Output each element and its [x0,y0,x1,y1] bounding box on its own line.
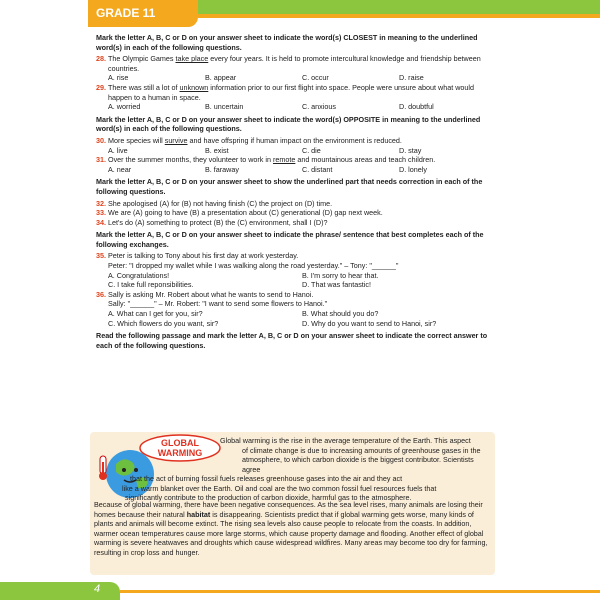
question-text: every four years. It is held to promote intercultural knowledge and friendship between countries. [108,54,481,73]
option-d: D. doubtful [399,102,434,112]
question-text: The Olympic Games [108,54,176,64]
option-c: C. occur [302,73,329,83]
header-accent-bar [198,14,600,18]
option-a: A. worried [108,102,141,112]
grade-label: GRADE 11 [88,0,198,27]
option-c: C. distant [302,164,333,174]
question-32 [96,199,496,209]
question-number: 28. [96,54,106,64]
question-31 [96,155,496,165]
options [108,271,496,290]
section-instruction: Mark the letter A, B, C or D on your answer sheet to show the underlined part that needs correction in each of the following questions. [96,177,483,196]
option-b: B. faraway [205,164,239,174]
header-bar [198,0,600,14]
options [108,165,496,175]
questions-content [96,30,496,352]
option-b: B. appear [205,73,237,83]
question-30 [96,136,496,146]
options [108,309,496,328]
option-d: D. Why do you want to send to Hanoi, sir? [302,318,437,328]
underlined-word: unknown [179,82,209,92]
question-number: 35. [96,251,106,261]
footer-line [120,590,600,593]
options [108,146,496,156]
question-text: information prior to our first flight into space. People were unsure about what would happen to a human in space. [108,82,474,102]
question-33 [96,208,496,218]
option-a: A. What can I get for you, sir? [108,309,203,319]
question-number: 33. [96,208,106,218]
option-b: B. uncertain [205,102,244,112]
option-a: A. live [108,145,128,155]
option-d: D. That was fantastic! [302,280,371,290]
passage-line: atmosphere, to which carbon dioxide is the biggest contributor. Scientists agree [242,455,474,474]
option-d: D. lonely [399,164,427,174]
option-c: C. die [302,145,321,155]
option-a: A. Congratulations! [108,270,170,280]
option-d: D. raise [399,73,424,83]
underlined-word: remote [272,155,296,165]
question-28 [96,54,496,73]
option-b: B. exist [205,145,229,155]
question-context: Peter is talking to Tony about his first day at work yesterday. [108,251,299,261]
question-text: and mountainous areas and teach children. [295,155,436,165]
option-c: C. Which flowers do you want, sir? [108,318,219,328]
options [108,102,496,112]
question-number: 29. [96,82,106,92]
question-number: 30. [96,135,106,145]
option-c: C. anxious [302,102,336,112]
underlined-word: survive [164,135,188,145]
question-text: and have offspring if human impact on the environment is reduced. [187,135,402,145]
passage-line: significantly contribute to the production of carbon dioxide, harmful gas to the atmosphere. [125,493,412,502]
question-text: There was still a lot of [108,82,180,92]
question-text: More species will [108,135,165,145]
option-b: B. What should you do? [302,309,379,319]
passage-line: Global warming is the rise in the average temperature of the Earth. This aspect [220,436,471,445]
section-instruction: Mark the letter A, B, C or D on your answer sheet to indicate the word(s) CLOSEST in meaning to the underlined word(s) in each of the following questions. [96,33,478,52]
question-36 [96,290,496,309]
question-dialogue: Sally: "______" – Mr. Robert: "I want to send some flowers to Hanoi." [108,299,328,309]
question-text: Over the summer months, they volunteer to work in [108,155,273,165]
option-c: C. I take full reponsibilities. [108,280,194,290]
option-b: B. I'm sorry to hear that. [302,270,379,280]
option-a: A. near [108,164,132,174]
passage-line: that the act of burning fossil fuels releases greenhouse gases into the air and they act [130,474,403,483]
question-number: 31. [96,155,106,165]
passage-body: Because of global warming, there have been negative consequences. As the sea level rises, many animals are losing their homes because their natural habitat is disappearing. Scientists predict that if global warming gets worse, many kinds of plants and animals will become extinct. The rising sea levels also cause people to relocate from the coasts. In addition, warmer ocean temperatures cause more large storms, which cause property damage and flooding. Another effect of global warming is severe heatwaves and droughts which cause widespread wildfires. Many areas may become too dry for farming, resulting in crop loss and hunger. [94,500,488,557]
question-context: Sally is asking Mr. Robert about what he wants to send to Hanoi. [108,289,314,299]
question-number: 32. [96,198,106,208]
underlined-word: take place [175,54,209,64]
passage-line: of climate change is due to increasing amounts of greenhouse gases in the [242,445,481,455]
passage-intro [122,436,492,503]
options [108,73,496,83]
question-34 [96,218,496,228]
page-number: 4 [94,583,101,595]
question-text: She apologised (A) for (B) not having finish (C) the project on (D) time. [108,198,333,208]
question-text: We are (A) going to have (B) a presentation about (C) generational (D) gap next week. [108,208,383,218]
section-instruction: Read the following passage and mark the letter A, B, C or D on your answer sheet to indicate the correct answer to each of the following questions. [96,331,488,350]
question-29 [96,83,496,102]
footer-bar [0,582,120,600]
option-a: A. rise [108,73,129,83]
question-number: 36. [96,289,106,299]
question-dialogue: Peter: "I dropped my wallet while I was walking along the road yesterday." – Tony: "______" [108,261,399,271]
question-number: 34. [96,217,106,227]
question-text: Let's do (A) something to protect (B) the (C) environment, shall I (D)? [108,217,328,227]
section-instruction: Mark the letter A, B, C or D on your answer sheet to indicate the phrase/ sentence that best completes each of the following exchanges. [96,230,484,249]
badge-text: GLOBAL [161,438,199,448]
question-35 [96,251,496,270]
badge-text: WARMING [157,448,203,458]
section-instruction: Mark the letter A, B, C or D on your answer sheet to indicate the word(s) OPPOSITE in meaning to the underlined word(s) in each of the following questions. [96,114,481,134]
option-d: D. stay [399,145,422,155]
highlighted-word: habitat [186,509,211,519]
passage-line: like a warm blanket over the Earth. Oil and coal are the two common fossil fuel resources fuels that [122,483,437,493]
